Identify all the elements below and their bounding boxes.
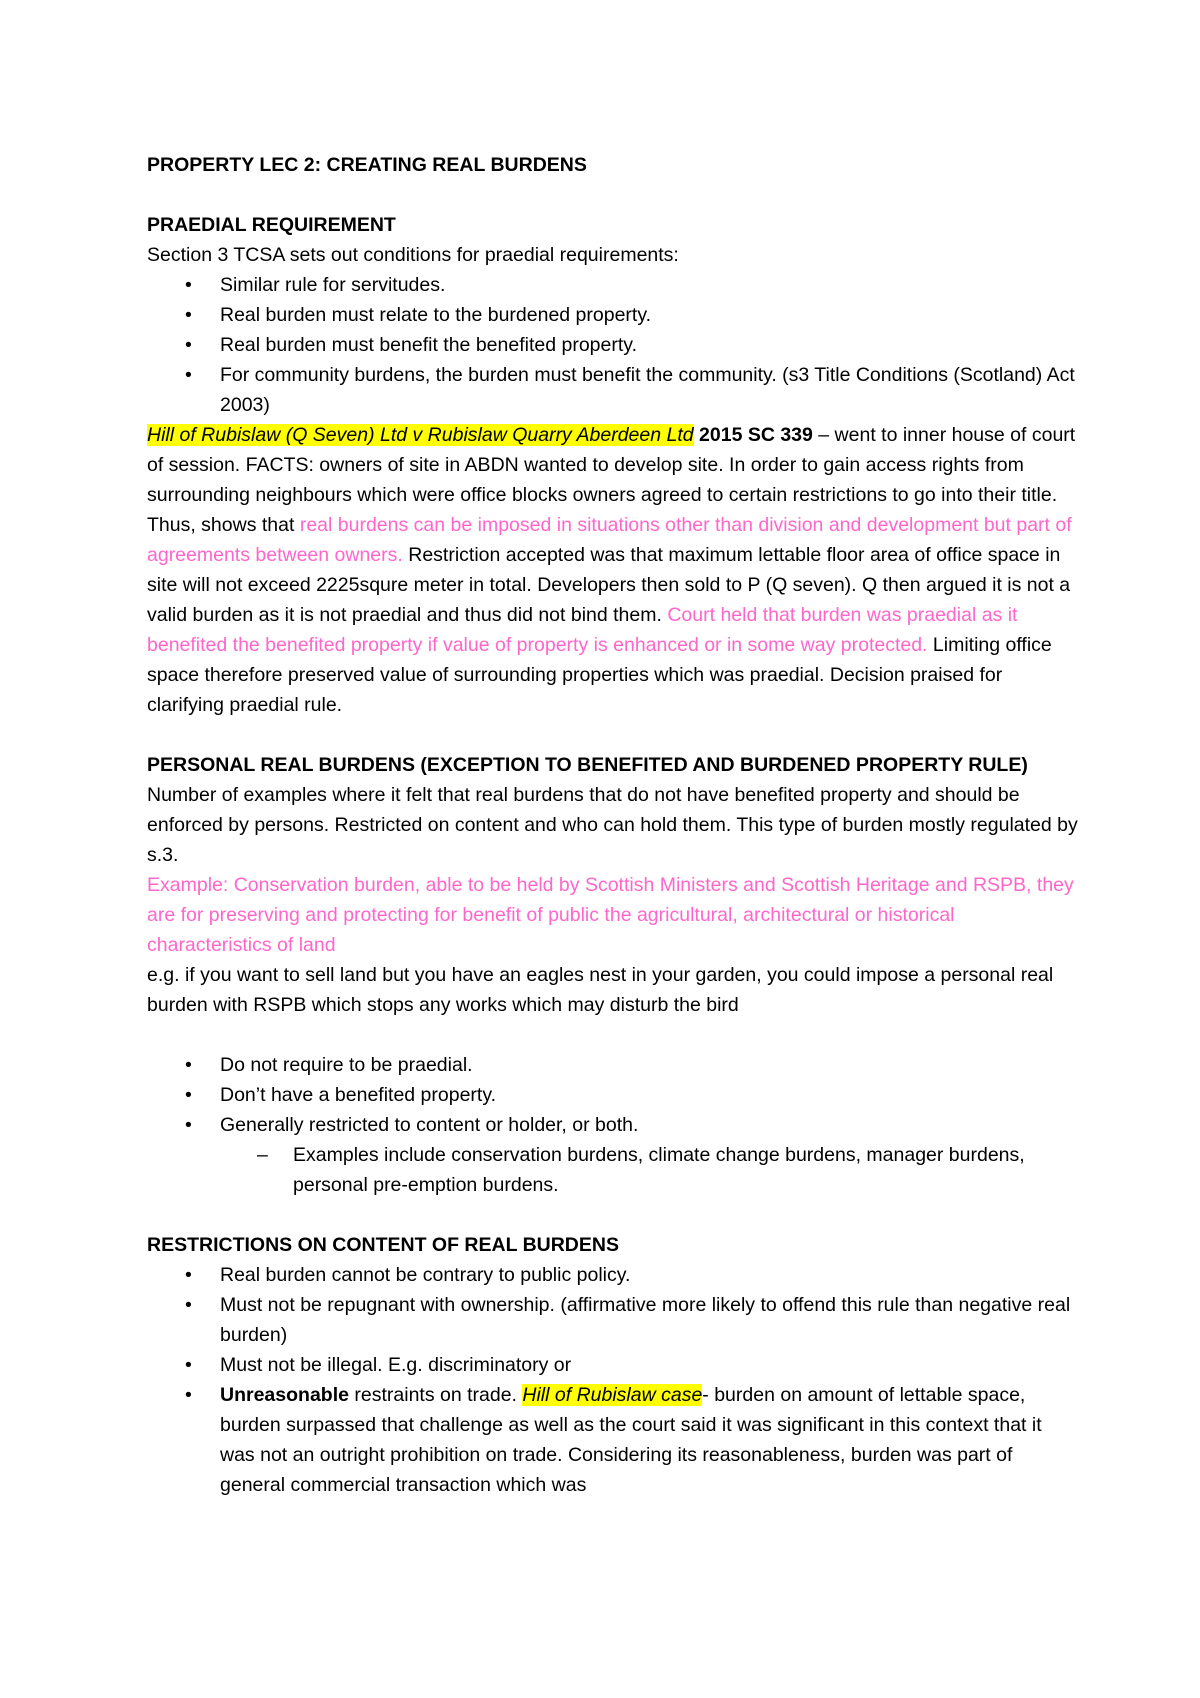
- spacer: [147, 720, 1080, 750]
- list-item: • Don’t have a benefited property.: [147, 1080, 1080, 1110]
- section-heading-personal: PERSONAL REAL BURDENS (EXCEPTION TO BENEFITED AND BURDENED PROPERTY RULE): [147, 754, 1028, 776]
- personal-intro: Number of examples where it felt that real burdens that do not have benefited property and should be enforced by persons. Restricted on content and who can hold them. This type of burden mostly regulated by s.3.: [147, 784, 1078, 866]
- bold-term: Unreasonable: [220, 1384, 349, 1406]
- praedial-bullet-list: [147, 270, 1080, 420]
- list-item: • Generally restricted to content or holder, or both.: [147, 1110, 1080, 1140]
- list-item: • Real burden must benefit the benefited property.: [147, 330, 1080, 360]
- list-item: • For community burdens, the burden must benefit the community. (s3 Title Conditions (Scotland) Act 2003): [147, 360, 1080, 420]
- case-pink-note: Court held that burden was praedial as it benefited the benefited property if value of property is enhanced or in some way protected.: [147, 604, 1018, 656]
- document-title: PROPERTY LEC 2: CREATING REAL BURDENS: [147, 154, 587, 176]
- praedial-intro: Section 3 TCSA sets out conditions for praedial requirements:: [147, 244, 679, 266]
- case-text: Limiting office space therefore preserved value of surrounding properties which was praedial. Decision praised for clarifying praedial rule.: [147, 634, 1052, 716]
- case-name-highlight: Hill of Rubislaw case: [522, 1384, 703, 1406]
- case-text: Restriction accepted was that maximum lettable floor area of office space in site will not exceed 2225squre meter in total. Developers then sold to P (Q seven). Q then argued it is not a valid burden as it is not praedial and thus did not bind them.: [147, 544, 1071, 626]
- section-personal: [147, 750, 1080, 1200]
- case-text: – went to inner house of court of session. FACTS: owners of site in ABDN wanted to develop site. In order to gain access rights from surrounding neighbours which were office blocks owners agreed to certain restrictions to go into their title. Thus, shows that: [147, 424, 1076, 536]
- section-praedial: [147, 210, 1080, 720]
- section-restrictions: [147, 1230, 1080, 1500]
- case-name-highlight: Hill of Rubislaw (Q Seven) Ltd v Rubislaw Quarry Aberdeen Ltd: [147, 424, 694, 446]
- section-heading-praedial: PRAEDIAL REQUIREMENT: [147, 214, 396, 236]
- list-item: • Must not be illegal. E.g. discriminatory or: [147, 1350, 1080, 1380]
- restrictions-bullet-list: [147, 1260, 1080, 1500]
- list-item: • Similar rule for servitudes.: [147, 270, 1080, 300]
- case-citation: 2015 SC 339: [699, 424, 813, 446]
- list-item: • Real burden must relate to the burdened property.: [147, 300, 1080, 330]
- list-item: [147, 1380, 1080, 1500]
- list-item: • Do not require to be praedial.: [147, 1050, 1080, 1080]
- section-heading-restrictions: RESTRICTIONS ON CONTENT OF REAL BURDENS: [147, 1234, 619, 1256]
- case-paragraph: [147, 420, 1080, 720]
- item-text: restraints on trade.: [348, 1384, 523, 1406]
- personal-bullet-list: [147, 1050, 1080, 1140]
- item-text: - burden on amount of lettable space, burden surpassed that challenge as well as the court said it was significant in this context that it was not an outright prohibition on trade. Considering its reasonableness, burden was part of general commercial transaction which was: [220, 1384, 1042, 1496]
- personal-eg: e.g. if you want to sell land but you have an eagles nest in your garden, you could impose a personal real burden with RSPB which stops any works which may disturb the bird: [147, 964, 1054, 1016]
- spacer: [147, 1200, 1080, 1230]
- list-item: • Real burden cannot be contrary to public policy.: [147, 1260, 1080, 1290]
- spacer: [147, 1020, 1080, 1050]
- list-item: • Must not be repugnant with ownership. (affirmative more likely to offend this rule than negative real burden): [147, 1290, 1080, 1350]
- personal-example: Example: Conservation burden, able to be held by Scottish Ministers and Scottish Heritage and RSPB, they are for preserving and protecting for benefit of public the agricultural, architectural or historical characteristics of land: [147, 874, 1074, 956]
- case-pink-note: real burdens can be imposed in situations other than division and development but part of agreements between owners.: [147, 514, 1072, 566]
- personal-sub-list: [147, 1140, 1080, 1200]
- sub-list-item: – Examples include conservation burdens, climate change burdens, manager burdens, personal pre-emption burdens.: [147, 1140, 1080, 1200]
